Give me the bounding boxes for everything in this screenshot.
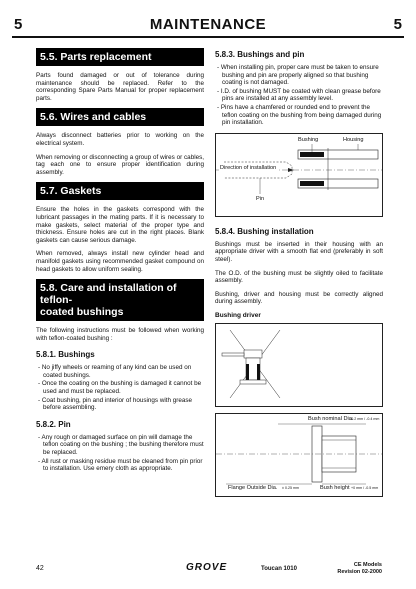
revision-label: Revision 02-2000 <box>337 568 382 575</box>
bush-nominal-dia-label: Bush nominal Dia. <box>308 415 354 422</box>
page-footer <box>36 562 382 578</box>
bushing-dimensions-drawing <box>216 414 382 494</box>
pin-installation-figure <box>215 133 383 217</box>
bush-height-tolerance: +0 mm / -0.5 mm <box>351 485 379 490</box>
bush-height-label: Bush height <box>320 484 350 491</box>
subheading-bushings-and-pin: 5.8.3. Bushings and pin <box>215 50 305 59</box>
bushings-list <box>36 364 204 412</box>
revision-block <box>337 562 382 575</box>
section-heading-teflon-bushings <box>36 279 204 321</box>
gaskets-text-2: When removed, always install new cylinder head and manifold gaskets using recommended gasket compound on head gaskets to allow uniform sealing. <box>36 250 204 273</box>
figure-title-bushing-driver: Bushing driver <box>215 311 261 319</box>
teflon-heading-line-1: 5.8. Care and installation of teflon- <box>40 282 177 307</box>
list-item: - All rust or masking residue must be cleaned from pin prior to installation. Use emery cloth as appropriate. <box>36 458 204 473</box>
page-header <box>12 14 404 38</box>
flange-tolerance: ± 0.25 mm <box>282 485 299 490</box>
wires-text-1: Always disconnect batteries prior to working on the electrical system. <box>36 132 204 147</box>
list-item: - Pins have a chamfered or rounded end to prevent the teflon coating on the bushing from being damaged during pin installation. <box>215 104 383 127</box>
grove-logo: GROVE <box>186 562 228 573</box>
bushing-dimensions-figure <box>215 413 383 497</box>
parts-replacement-text: Parts found damaged or out of tolerance during maintenance should be replaced. Refer to the corresponding Spare Parts Manual for proper replacement parts. <box>36 72 204 102</box>
installation-text-1: Bushings must be inserted in their housing with an appropriate driver with a smooth flat end (preferably in soft steel). <box>215 240 383 263</box>
installation-text-2: The O.D. of the bushing must be slightly oiled to facilitate assembly. <box>215 269 383 285</box>
page-number: 42 <box>36 565 44 572</box>
subheading-pin: 5.8.2. Pin <box>36 419 71 429</box>
list-item: - Any rough or damaged surface on pin will damage the teflon coating on the bushing ; the bushing therefore must be replaced. <box>36 434 204 457</box>
gaskets-text-1: Ensure the holes in the gaskets correspond with the lubricant passages in the mating parts. If it is necessary to make gaskets, select material of the proper type and thickness. Ensure holes are cut in the right places. Blank gaskets can cause serious damage. <box>36 206 204 244</box>
section-heading-gaskets: 5.7. Gaskets <box>36 182 204 200</box>
section-heading-parts-replacement: 5.5. Parts replacement <box>36 48 204 66</box>
teflon-heading-line-2: coated bushings <box>40 306 124 319</box>
flange-outside-dia-label: Flange Outside Dia. <box>228 484 278 491</box>
wires-text-2: When removing or disconnecting a group of wires or cables, tag each one to ensure proper identification during assembly. <box>36 153 204 176</box>
list-item: - When installing pin, proper care must be taken to ensure bushing and pin are properly aligned so that bushing coating is not damaged. <box>215 64 383 87</box>
bush-nominal-tolerance: -0.2 mm / -0.4 mm <box>350 416 380 421</box>
bushing-driver-figure <box>215 323 383 407</box>
bushing-driver-drawing <box>216 324 382 404</box>
bushing-label: Bushing <box>298 136 319 143</box>
subheading-bushing-installation: 5.8.4. Bushing installation <box>215 226 314 236</box>
pin-label: Pin <box>256 195 265 202</box>
chapter-number-left: 5 <box>14 16 23 33</box>
list-item: - I.D. of bushing MUST be coated with clean grease before pins are installed at any assembly level. <box>215 88 383 103</box>
installation-text-3: Bushing, driver and housing must be correctly aligned during assembly. <box>215 290 383 306</box>
model-name: Toucan 1010 <box>261 566 297 572</box>
subheading-bushings: 5.8.1. Bushings <box>36 350 95 360</box>
teflon-intro-text: The following instructions must be followed when working with teflon-coated bushing : <box>36 327 204 342</box>
pin-list <box>36 434 204 473</box>
bushings-pin-list <box>215 64 383 127</box>
right-column <box>215 48 383 497</box>
chapter-number-right: 5 <box>393 16 402 33</box>
list-item: - Coat bushing, pin and interior of housings with grease before assembling. <box>36 397 204 412</box>
left-column <box>36 48 204 479</box>
pin-installation-drawing <box>216 134 382 214</box>
section-heading-wires-cables: 5.6. Wires and cables <box>36 108 204 126</box>
list-item: - Once the coating on the bushing is damaged it cannot be used and must be replaced. <box>36 380 204 395</box>
page-title: MAINTENANCE <box>149 16 267 33</box>
ce-models-label: CE Models <box>353 562 382 568</box>
list-item: - No jiffy wheels or reaming of any kind can be used on coated bushings. <box>36 364 204 379</box>
direction-label: Direction of installation <box>220 164 277 171</box>
housing-label: Housing <box>343 136 364 143</box>
